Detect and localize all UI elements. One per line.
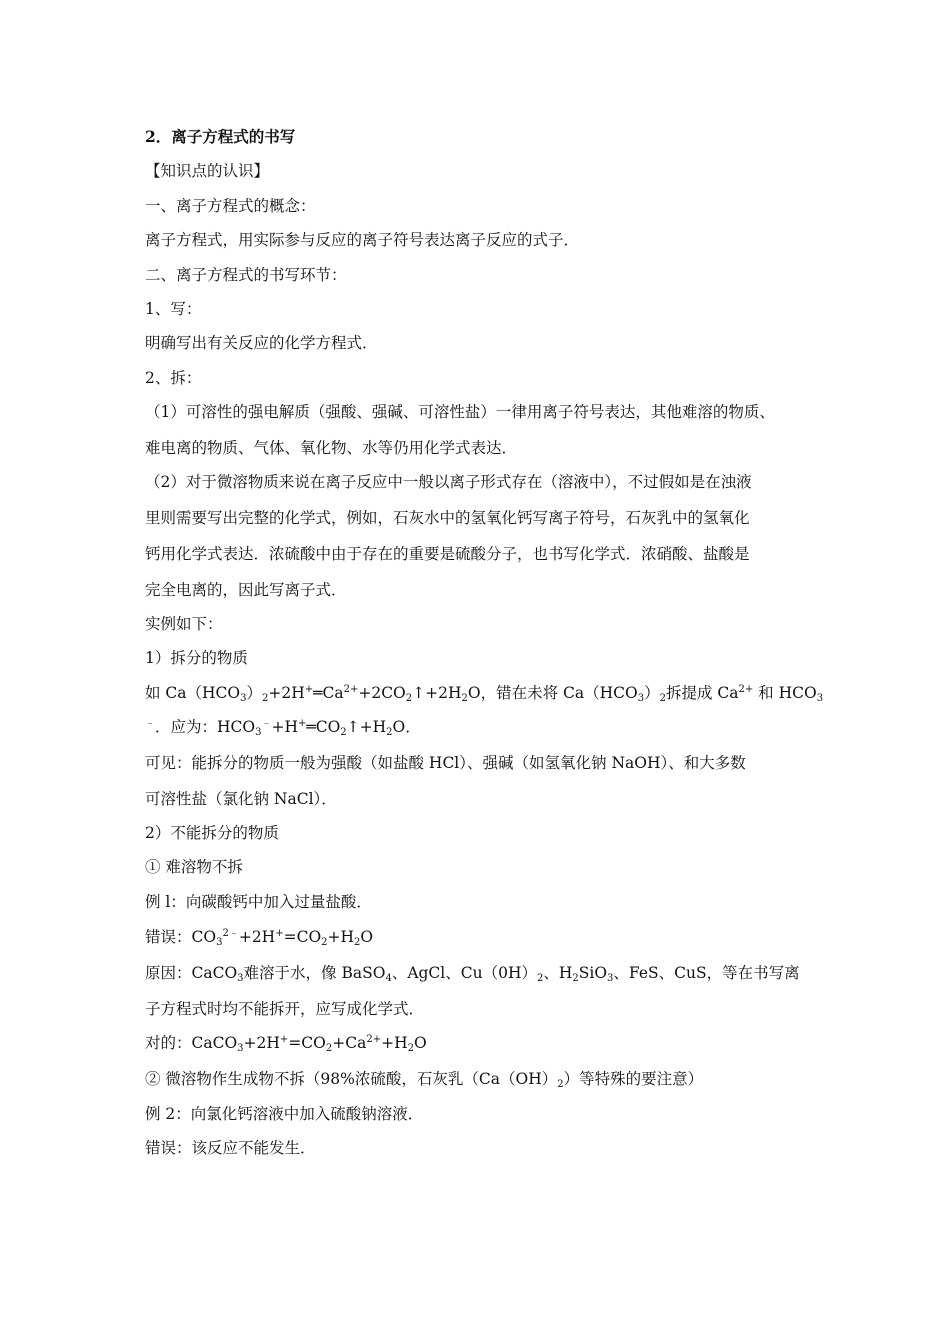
visible-line-2: 可溶性盐（氯化钠 NaCl）． [145,790,337,808]
section-title: 2．离子方程式的书写 [145,127,296,146]
step-write-desc: 明确写出有关反应的化学方程式． [145,334,378,352]
slightly-soluble-item: ② 微溶物作生成物不拆（98%浓硫酸，石灰乳$(Ca(OH)_2)$等特殊的要注意） [145,1070,704,1090]
paragraph-2-line-1: （2）对于微溶物质来说在离子反应中一般以离子形式存在（溶液中），不过假如是在浊液 [145,473,752,491]
paragraph-2-line-2: 里则需要写出完整的化学式，例如，石灰水中的氢氧化钙写离子符号，石灰乳中的氢氧化 [145,509,750,527]
paragraph-2-line-3: 钙用化学式表达．浓硫酸中由于存在的重要是硫酸分子，也书写化学式．浓硝酸、盐酸是 [145,545,750,563]
concept-heading: 一、离子方程式的概念： [145,197,316,215]
wrong-equation-1: 错误：$CO_3^{2﹣}+2H^+=CO_2+H_2O$ [145,928,374,948]
reason-line-2: 子方程式时均不能拆开，应写成化学式． [145,1000,425,1018]
splittable-subheading: 1）拆分的物质 [145,649,248,667]
step-split: 2、拆： [145,369,202,387]
paragraph-1-line-2: 难电离的物质、气体、氧化物、水等仍用化学式表达． [145,439,518,457]
concept-definition: 离子方程式，用实际参与反应的离子符号表达离子反应的式子． [145,231,580,249]
paragraph-1-line-1: （1）可溶性的强电解质（强酸、强碱、可溶性盐）一律用离子符号表达，其他难溶的物质、 [145,403,775,421]
examples-heading: 实例如下： [145,615,223,633]
visible-line-1: 可见：能拆分的物质一般为强酸（如盐酸 HCl）、强碱（如氢氧化钠 NaOH）、和大多数 [145,754,746,772]
example-l: 例 l：向碳酸钙中加入过量盐酸． [145,893,372,911]
wrong-2: 错误：该反应不能发生． [145,1139,316,1157]
writing-steps-heading: 二、离子方程式的书写环节： [145,266,347,284]
example-1-equation-line-2: ﹣．应为：$HCO_3^﹣+H^+═CO_2↑+H_2O$． [145,718,421,738]
knowledge-header: 【知识点的认识】 [145,162,270,180]
paragraph-2-line-4: 完全电离的，因此写离子式． [145,581,347,599]
correct-equation-1: 对的：$CaCO_3+2H^+=CO_2+Ca^{2+}+H_2O$ [145,1034,427,1054]
reason-line-1: 原因：CaCO$_3$难溶于水，像 BaSO$_4$、AgCl、$Cu(0H)_2$、$H_2SiO_3$、FeS、CuS，等在书写离 [145,964,800,984]
insoluble-item: ① 难溶物不拆 [145,858,243,876]
example-1-equation-line-1: 如 $Ca(HCO_3)_2+2H^+═Ca^{2+}+2CO_2↑+2H_2O$，错在未将 $Ca(HCO_3)_2$拆提成 $Ca^{2+}$ 和 $HCO_3$ [145,684,824,704]
example-2: 例 2：向氯化钙溶液中加入硫酸钠溶液． [145,1105,424,1123]
step-write: 1、写： [145,300,202,318]
non-splittable-subheading: 2）不能拆分的物质 [145,824,279,842]
